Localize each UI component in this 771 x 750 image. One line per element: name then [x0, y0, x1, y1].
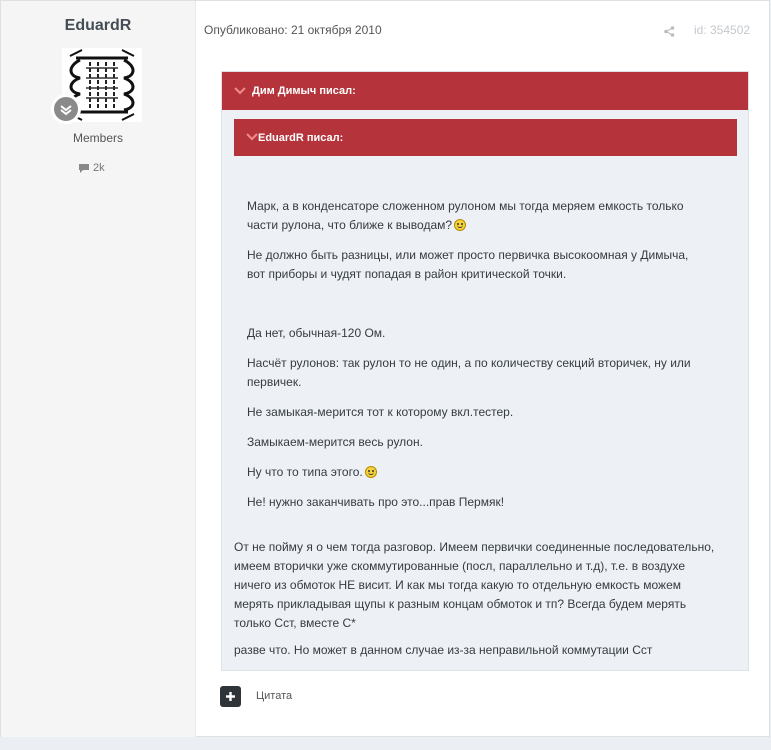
text-line: Ну что то типа этого. — [247, 465, 363, 479]
share-icon[interactable] — [664, 24, 675, 42]
post-id[interactable]: id: 354502 — [694, 23, 751, 37]
smiley-icon — [365, 466, 377, 478]
quote-paragraph — [247, 197, 684, 235]
quote-outer-header[interactable] — [222, 72, 748, 110]
quote-outer — [221, 71, 749, 671]
quote-label[interactable]: Цитата — [256, 690, 293, 702]
text-line: Марк, а в конденсаторе сложенном рулоном мы тогда меряем емкость только — [247, 199, 684, 213]
quote-inner-header[interactable] — [234, 119, 737, 156]
text-line: От не пойму я о чем тогда разговор. Имеем первички соединенные последовательно, — [234, 540, 715, 554]
quote-paragraph: Не! нужно заканчивать про это...прав Пермяк! — [247, 495, 505, 509]
text-line: только Сст, вместе С* — [234, 616, 356, 630]
quote-paragraph — [247, 354, 691, 392]
chevron-down-icon — [246, 132, 258, 144]
smiley-icon — [454, 219, 466, 231]
chevron-down-icon — [234, 87, 246, 95]
quote-button[interactable] — [220, 686, 241, 707]
text-line: части рулона, что ближе к выводам? — [247, 218, 453, 232]
quote-paragraph: Замыкаем-мерится весь рулон. — [247, 435, 423, 449]
text-line: Не должно быть разницы, или может просто первичка высокоомная у Димыча, — [247, 248, 689, 262]
reply-paragraph: разве что. Но может в данном случае из-за неправильной коммутации Сст — [234, 643, 653, 657]
plus-icon — [225, 691, 236, 702]
quote-inner-citation: EduardR писал: — [258, 131, 344, 144]
text-line: Насчёт рулонов: так рулон то не один, а по количеству секций вторичек, ну или — [247, 356, 691, 370]
quote-paragraph — [247, 246, 688, 284]
author-group: Members — [72, 131, 123, 145]
text-line: мерять прикладывая щупы к разным концам обмоток и тп? Всегда будем мерять — [234, 597, 687, 611]
post-count-value: 2k — [93, 162, 105, 174]
text-line: имеем вторички уже скоммутированные (посл, параллельно и т.д), т.е. в воздухе — [234, 559, 685, 573]
author-panel — [1, 1, 196, 737]
text-line: ничего из обмоток НЕ висит. И как мы тогда какую то отдельную емкость можем — [234, 578, 681, 592]
text-line: первичек. — [247, 375, 302, 389]
quote-outer-citation: Дим Димыч писал: — [252, 85, 356, 97]
quote-paragraph: Не замыкая-мерится тот к которому вкл.тестер. — [247, 405, 514, 419]
comment-icon — [78, 163, 90, 174]
post-count — [78, 162, 105, 174]
author-name[interactable]: EduardR — [64, 17, 132, 34]
quote-paragraph — [247, 463, 377, 482]
text-line: вот приборы и чудят попадая в район критической точки. — [247, 267, 567, 281]
reply-paragraph — [234, 538, 714, 633]
post-date: Опубликовано: 21 октября 2010 — [204, 23, 382, 37]
rank-badge-icon — [51, 94, 81, 124]
quote-paragraph: Да нет, обычная-120 Ом. — [247, 326, 386, 340]
